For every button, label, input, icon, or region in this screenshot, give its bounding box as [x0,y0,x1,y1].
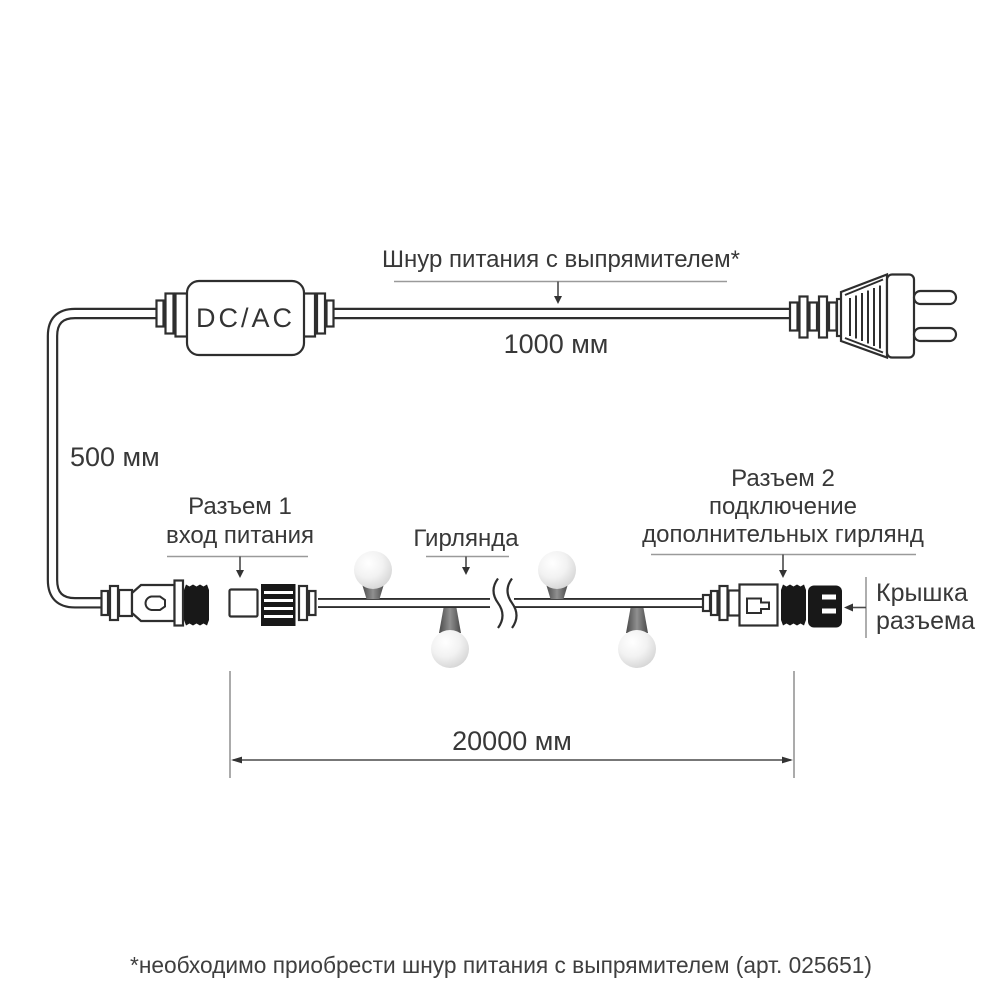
garland-length-label: 20000 мм [452,726,572,756]
connector-flange [175,581,184,626]
connector2-line3: дополнительных гирлянд [642,521,924,548]
bulb-socket [439,608,461,633]
converter-flange [304,294,316,337]
connector-2 [703,585,806,626]
garland-leader [426,557,509,576]
connector1-leader [167,557,308,579]
converter-label: DC/AC [195,303,296,333]
loop-length-label: 500 мм [70,442,160,472]
connector-pin-housing [230,590,258,617]
connector-nut [184,585,209,626]
power-plug-icon [790,275,956,358]
plug-pin [914,328,956,341]
bulb [431,608,469,668]
garland-dimension [230,671,794,778]
connector2-leader [651,555,916,579]
garland-label: Гирлянда [413,525,519,552]
connector1-title: Разъем 1 [188,493,292,520]
strain-relief-rib [166,294,174,334]
connector-keyway [146,597,165,611]
footnote: *необходимо приобрести шнур питания с выпрямителем (арт. 025651) [130,952,872,978]
cable-break-icon [494,579,517,629]
dc-ac-converter [157,281,334,355]
connector-nut [261,584,296,626]
connector-cap [808,586,842,628]
bulb [618,608,656,668]
connector1-subtitle: вход питания [165,522,315,549]
plug-pin [914,291,956,304]
bulb-globe [538,551,576,589]
converter-flange [176,294,188,337]
bulb-globe [354,551,392,589]
bulb-globe [618,630,656,668]
cap-label-line1: Крышка [876,579,968,607]
bulb [538,551,576,599]
cap-label-line2: разъема [876,607,976,635]
power-cord-length-label: 1000 мм [503,329,609,359]
strain-relief-rib [317,294,325,334]
plug-face [887,275,914,358]
cap-leader [844,577,866,638]
bulb-globe [431,630,469,668]
bulb-socket [626,608,648,633]
bulb [354,551,392,599]
strain-relief-rib [157,301,164,327]
connector-nut [781,585,806,626]
connector2-line2: подключение [709,493,857,520]
power-cord-leader [394,282,727,305]
connector2-title: Разъем 2 [731,465,835,492]
connector-1-male [230,584,316,626]
power-cord-label: Шнур питания с выпрямителем* [382,246,740,273]
connector-1-female [102,581,210,626]
strain-relief-rib [327,301,334,327]
